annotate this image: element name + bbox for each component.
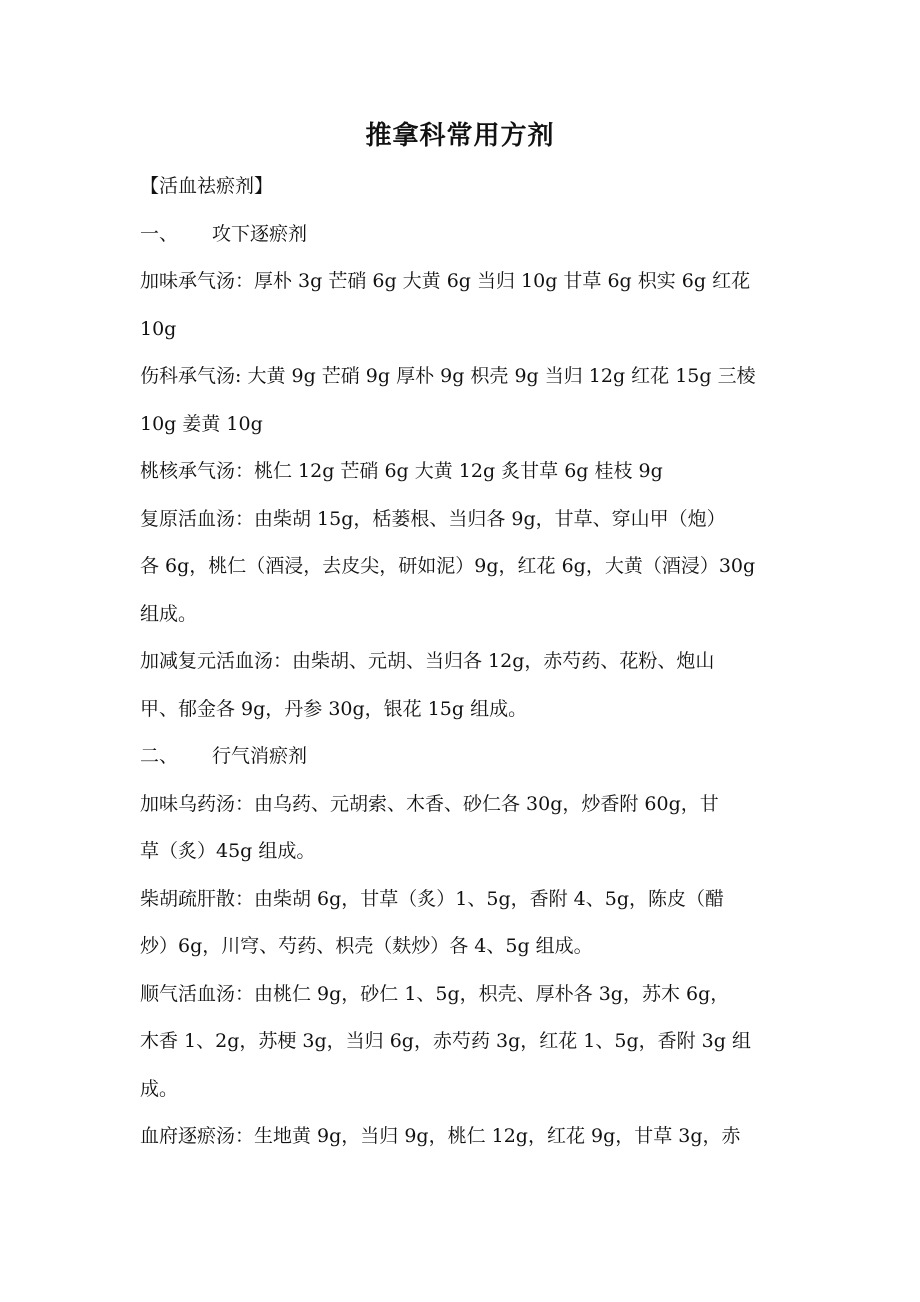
section-title: 行气消瘀剂 <box>212 745 308 767</box>
section-heading-2 <box>140 733 785 781</box>
document-body <box>140 163 785 1161</box>
text-line: 伤科承气汤: 大黄 9g 芒硝 9g 厚朴 9g 枳壳 9g 当归 12g 红花 15g 三棱 <box>140 365 756 387</box>
text-line: 草（炙）45g 组成。 <box>140 840 316 862</box>
section-heading-1 <box>140 211 785 259</box>
text-line: 加味承气汤：厚朴 3g 芒硝 6g 大黄 6g 当归 10g 甘草 6g 枳实 6g 红花 <box>140 270 751 292</box>
text-line: 桃核承气汤：桃仁 12g 芒硝 6g 大黄 12g 炙甘草 6g 桂枝 9g <box>140 460 663 482</box>
text-line: 成。 <box>140 1077 179 1100</box>
text-line: 加味乌药汤：由乌药、元胡索、木香、砂仁各 30g，炒香附 60g，甘 <box>140 792 719 815</box>
text-line: 柴胡疏肝散：由柴胡 6g，甘草（炙）1、5g，香附 4、5g，陈皮（醋 <box>140 887 725 910</box>
text-line: 血府逐瘀汤：生地黄 9g，当归 9g，桃仁 12g，红花 9g，甘草 3g，赤 <box>140 1125 741 1147</box>
text-line: 木香 1、2g，苏梗 3g，当归 6g，赤芍药 3g，红花 1、5g，香附 3g 组 <box>140 1030 751 1052</box>
text-line: 加减复元活血汤：由柴胡、元胡、当归各 12g，赤芍药、花粉、炮山 <box>140 650 715 672</box>
text-line: 炒）6g，川穹、芍药、枳壳（麸炒）各 4、5g 组成。 <box>140 935 593 957</box>
text-line: 顺气活血汤：由桃仁 9g，砂仁 1、5g，枳壳、厚朴各 3g，苏木 6g， <box>140 982 730 1005</box>
section-number: 一、 <box>140 222 179 245</box>
text-line: 组成。 <box>140 602 198 625</box>
category-heading: 【活血祛瘀剂】 <box>140 175 274 197</box>
text-line: 10g <box>140 317 177 340</box>
section-title: 攻下逐瘀剂 <box>212 222 308 245</box>
text-line: 各 6g，桃仁（酒浸，去皮尖，研如泥）9g，红花 6g，大黄（酒浸）30g <box>140 555 756 577</box>
section-number: 二、 <box>140 745 179 767</box>
text-line: 复原活血汤：由柴胡 15g，栝蒌根、当归各 9g，甘草、穿山甲（炮） <box>140 507 726 530</box>
text-line: 甲、郁金各 9g，丹参 30g，银花 15g 组成。 <box>140 697 528 720</box>
page-title: 推拿科常用方剂 <box>365 121 555 151</box>
text-line: 10g 姜黄 10g <box>140 412 263 435</box>
